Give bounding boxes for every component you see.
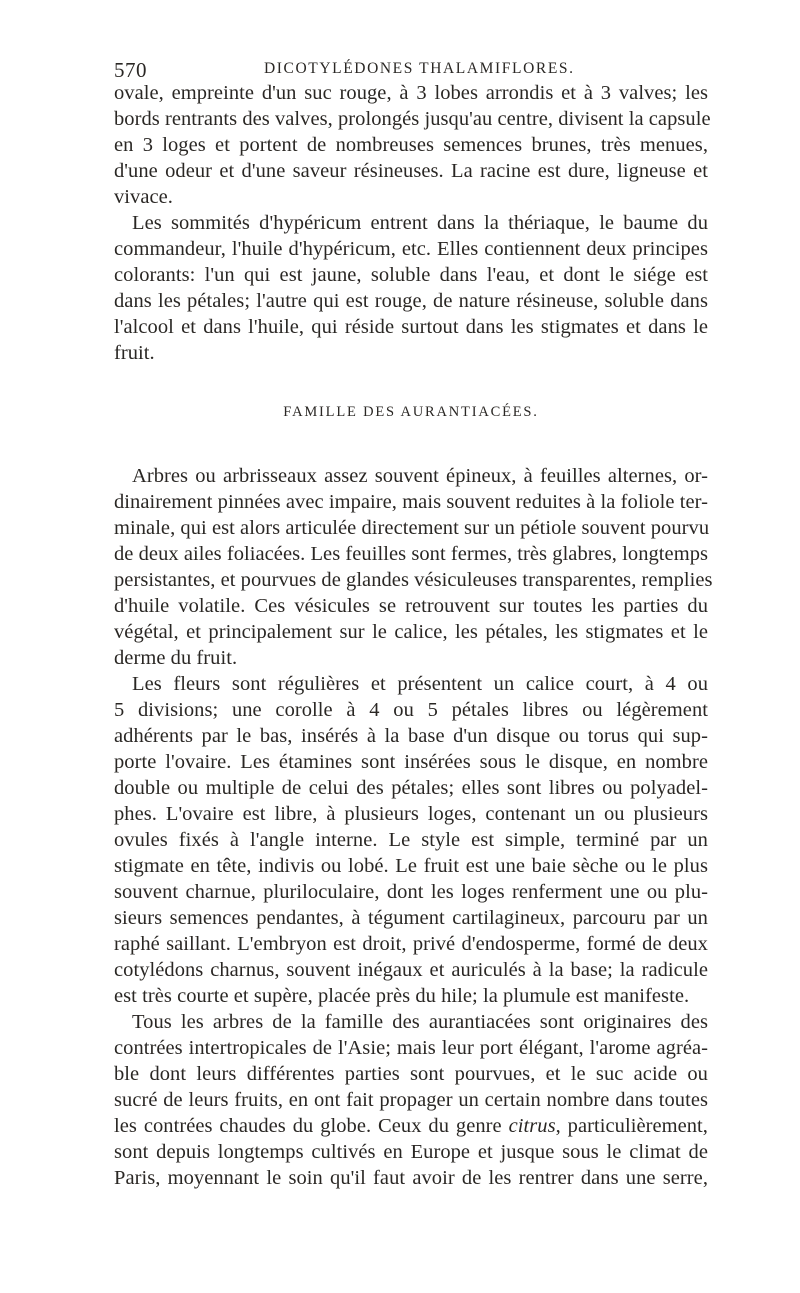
text-line: ble dont leurs différentes parties sont pourvues, et le suc acide ou	[114, 1063, 708, 1085]
text-line: commandeur, l'huile d'hypéricum, etc. Elles contiennent deux principes	[114, 238, 708, 260]
text-line: stigmate en tête, indivis ou lobé. Le fruit est une baie sèche ou le plus	[114, 855, 708, 877]
text-line: contrées intertropicales de l'Asie; mais leur port élégant, l'arome agréa-	[114, 1037, 708, 1059]
text-line: double ou multiple de celui des pétales; elles sont libres ou polyadel-	[114, 777, 708, 799]
text-line: colorants: l'un qui est jaune, soluble dans l'eau, et dont le siége est	[114, 264, 708, 286]
text-line: souvent charnue, pluriloculaire, dont les loges renferment une ou plu-	[114, 881, 708, 903]
text-line: cotylédons charnus, souvent inégaux et auriculés à la base; la radicule	[114, 959, 708, 981]
text-line: ovale, empreinte d'un suc rouge, à 3 lobes arrondis et à 3 valves; les	[114, 82, 708, 104]
text-line: sont depuis longtemps cultivés en Europe et jusque sous le climat de	[114, 1141, 708, 1163]
text-line: de deux ailes foliacées. Les feuilles sont fermes, très glabres, longtemps	[114, 543, 709, 565]
paragraph-capsule	[114, 80, 711, 210]
text-line: persistantes, et pourvues de glandes vésiculeuses transparentes, remplies	[114, 569, 713, 591]
genus-name: citrus	[508, 1115, 556, 1137]
text-line: 5 divisions; une corolle à 4 ou 5 pétales libres ou légèrement	[114, 699, 708, 721]
text-line: Paris, moyennant le soin qu'il faut avoir de les rentrer dans une serre,	[114, 1167, 708, 1189]
text-line: bords rentrants des valves, prolongés jusqu'au centre, divisent la capsule	[114, 108, 711, 130]
text-line: dinairement pinnées avec impaire, mais souvent reduites à la foliole ter-	[114, 491, 708, 513]
text-line: minale, qui est alors articulée directement sur un pétiole souvent pourvu	[114, 517, 710, 539]
text-line	[114, 1113, 708, 1139]
paragraph-trees-description	[114, 463, 713, 671]
text-segment: les contrées chaudes du globe. Ceux du genre	[114, 1115, 502, 1137]
text-line: derme du fruit.	[114, 647, 238, 669]
paragraph-flowers	[114, 671, 708, 1009]
page-number: 570	[114, 58, 147, 82]
paragraph-hypericum-uses	[114, 210, 708, 366]
text-line: fruit.	[114, 342, 155, 364]
running-head: DICOTYLÉDONES THALAMIFLORES.	[264, 60, 575, 77]
text-line: Les sommités d'hypéricum entrent dans la thériaque, le baume du	[132, 212, 708, 234]
text-line: en 3 loges et portent de nombreuses semences brunes, très menues,	[114, 134, 708, 156]
text-line: d'une odeur et d'une saveur résineuses. La racine est dure, ligneuse et	[114, 160, 708, 182]
text-line: sieurs semences pendantes, à tégument cartilagineux, parcouru par un	[114, 907, 708, 929]
text-line: sucré de leurs fruits, en ont fait propager un certain nombre dans toutes	[114, 1089, 708, 1111]
text-line: phes. L'ovaire est libre, à plusieurs loges, contenant un ou plusieurs	[114, 803, 708, 825]
text-line: dans les pétales; l'autre qui est rouge, de nature résineuse, soluble dans	[114, 290, 708, 312]
text-line: ovules fixés à l'angle interne. Le style est simple, terminé par un	[114, 829, 708, 851]
page-body	[114, 80, 713, 1191]
text-line: adhérents par le bas, insérés à la base d'un disque ou torus qui sup-	[114, 725, 708, 747]
text-line: raphé saillant. L'embryon est droit, privé d'endosperme, formé de deux	[114, 933, 708, 955]
text-line: est très courte et supère, placée près du hile; la plumule est manifeste.	[114, 985, 690, 1007]
text-line: Tous les arbres de la famille des aurantiacées sont originaires des	[132, 1011, 708, 1033]
text-line: Les fleurs sont régulières et présentent un calice court, à 4 ou	[132, 673, 708, 695]
text-line: végétal, et principalement sur le calice, les pétales, les stigmates et le	[114, 621, 708, 643]
text-line: d'huile volatile. Ces vésicules se retrouvent sur toutes les parties du	[114, 595, 708, 617]
text-segment: , particulièrement,	[555, 1115, 708, 1137]
section-title: FAMILLE DES AURANTIACÉES.	[283, 404, 539, 420]
text-line: l'alcool et dans l'huile, qui réside surtout dans les stigmates et dans le	[114, 316, 708, 338]
text-line: vivace.	[114, 186, 173, 208]
paragraph-origin	[114, 1009, 708, 1191]
text-line: porte l'ovaire. Les étamines sont insérées sous le disque, en nombre	[114, 751, 708, 773]
text-line: Arbres ou arbrisseaux assez souvent épineux, à feuilles alternes, or-	[132, 465, 708, 487]
